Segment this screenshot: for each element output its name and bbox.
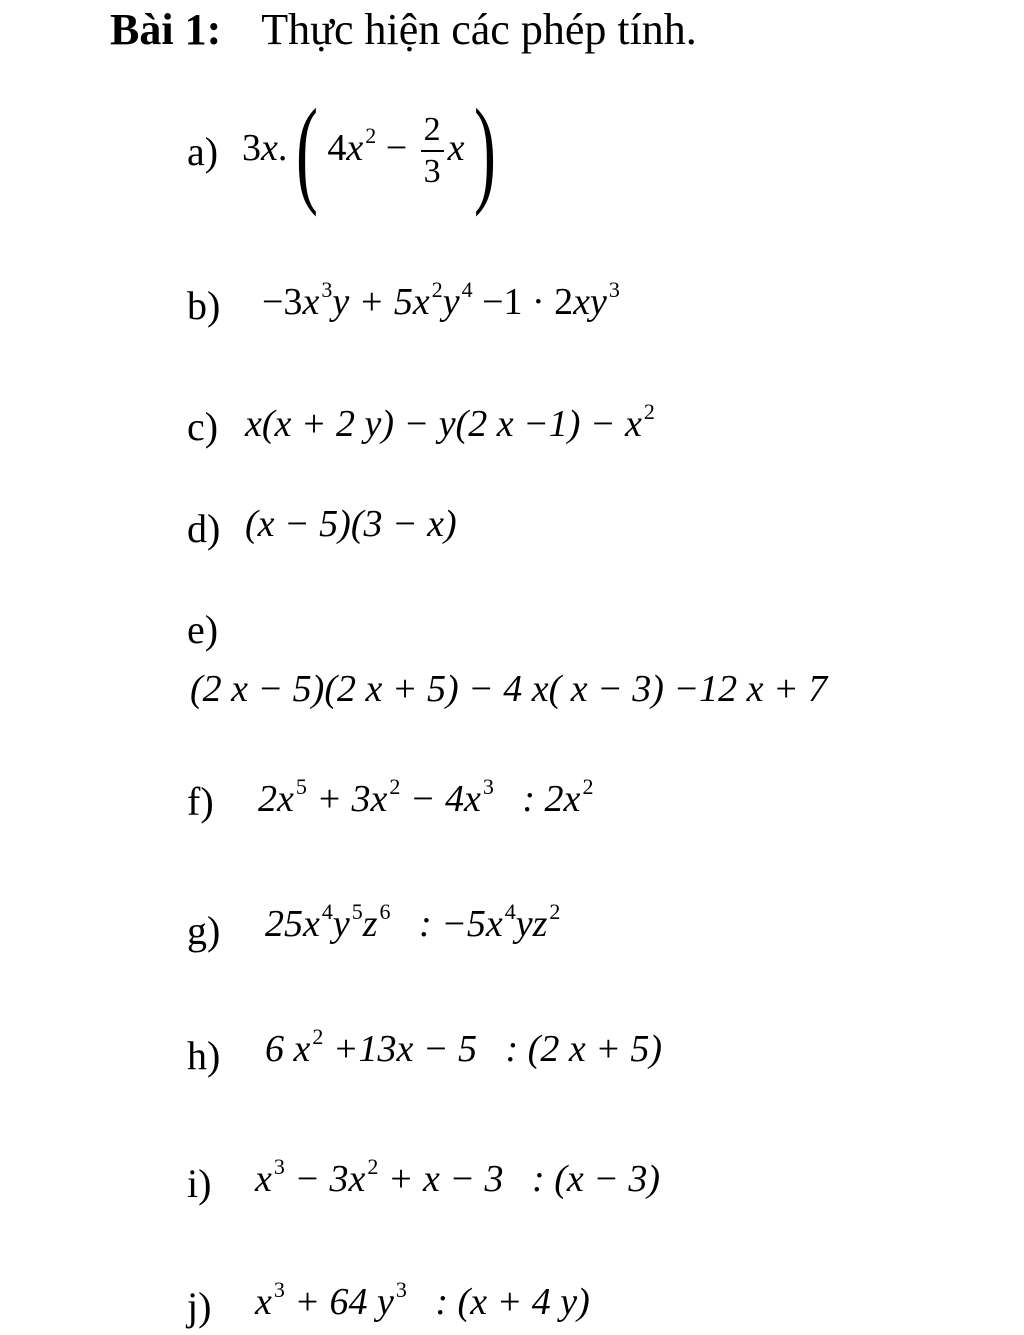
- g-var: yz: [515, 903, 548, 945]
- item-f-expression: [258, 775, 593, 828]
- g-exp: 5: [351, 899, 363, 924]
- j-term: : (x + 4 y): [435, 1281, 590, 1323]
- f-exp: 2: [389, 774, 401, 799]
- j-exp: 3: [273, 1277, 285, 1302]
- g-exp: 4: [321, 899, 333, 924]
- a-left-paren: (: [296, 84, 319, 218]
- b-term: · 2: [532, 281, 574, 323]
- h-term: 6 x: [265, 1028, 311, 1070]
- b-exp: 2: [431, 277, 443, 302]
- item-j-expression: [255, 1278, 590, 1331]
- f-term: + 3x: [316, 778, 388, 820]
- i-var: x: [255, 1158, 272, 1200]
- f-term: − 4x: [409, 778, 481, 820]
- exercise-label: Bài 1:: [110, 5, 222, 54]
- exercise-heading: [110, 4, 697, 56]
- g-var: y: [332, 903, 350, 945]
- item-c-label: c): [187, 404, 219, 449]
- item-f-label: f): [187, 779, 214, 824]
- j-var: x: [255, 1281, 272, 1323]
- g-exp: 6: [379, 899, 391, 924]
- item-b-label: b): [187, 283, 221, 328]
- b-exp: 4: [461, 277, 473, 302]
- c-exp: 2: [643, 399, 655, 424]
- item-g-label: g): [187, 908, 221, 953]
- b-var: x: [302, 281, 320, 323]
- item-i-label: i): [187, 1161, 212, 1206]
- item-h-expression: [265, 1025, 662, 1078]
- f-exp: 5: [295, 774, 307, 799]
- g-exp: 2: [549, 899, 561, 924]
- h-term: +13x − 5: [332, 1028, 478, 1070]
- i-exp: 2: [367, 1154, 379, 1179]
- b-term: y + 5: [332, 281, 413, 323]
- item-g-expression: [265, 900, 560, 953]
- f-term: 2x: [258, 778, 294, 820]
- exercise-instruction: Thực hiện các phép tính.: [261, 5, 697, 54]
- a-var-x3: x: [447, 127, 465, 169]
- h-exp: 2: [312, 1024, 324, 1049]
- item-b-expression: [262, 278, 620, 331]
- item-h-label: h): [187, 1033, 221, 1078]
- a-exp: 2: [365, 123, 377, 148]
- a-four: 4: [327, 127, 347, 169]
- g-exp: 4: [504, 899, 516, 924]
- item-i-expression: [255, 1155, 660, 1208]
- i-term: + x − 3: [387, 1158, 504, 1200]
- j-exp: 3: [395, 1277, 407, 1302]
- i-term: : (x − 3): [532, 1158, 661, 1200]
- b-exp: 3: [608, 277, 620, 302]
- g-term: 25x: [265, 903, 320, 945]
- item-d-label: d): [187, 506, 221, 551]
- h-term: : (2 x + 5): [505, 1028, 663, 1070]
- b-var: x: [412, 281, 430, 323]
- item-a-expression: [242, 84, 505, 218]
- a-denominator: 3: [423, 153, 441, 191]
- j-term: + 64 y: [294, 1281, 394, 1323]
- a-right-paren: ): [473, 84, 496, 218]
- a-var-x: x: [261, 127, 278, 169]
- item-e-label: e): [187, 607, 219, 652]
- f-exp: 3: [482, 774, 494, 799]
- a-fraction: [421, 110, 444, 192]
- a-dot: .: [277, 127, 288, 169]
- item-d-expression: (x − 5)(3 − x): [245, 503, 457, 545]
- a-minus: −: [385, 127, 408, 169]
- i-term: − 3x: [294, 1158, 366, 1200]
- b-term: −3: [262, 281, 303, 323]
- a-var-x2: x: [346, 127, 364, 169]
- b-term: −1: [482, 281, 523, 323]
- i-exp: 3: [273, 1154, 285, 1179]
- item-c-expression: [245, 400, 655, 453]
- item-j-label: j): [187, 1284, 212, 1329]
- item-a-label: a): [187, 129, 219, 174]
- b-var: y: [442, 281, 460, 323]
- a-coef: 3: [242, 127, 261, 169]
- g-var: z: [362, 903, 378, 945]
- c-term: x(x + 2 y) − y(2 x −1) − x: [245, 403, 642, 445]
- item-e-expression: (2 x − 5)(2 x + 5) − 4 x( x − 3) −12 x + 7: [190, 668, 828, 710]
- a-numerator: 2: [421, 110, 444, 152]
- g-term: : −5x: [419, 903, 503, 945]
- f-term: : 2x: [522, 778, 581, 820]
- f-exp: 2: [582, 774, 594, 799]
- b-var: xy: [573, 281, 607, 323]
- b-exp: 3: [321, 277, 333, 302]
